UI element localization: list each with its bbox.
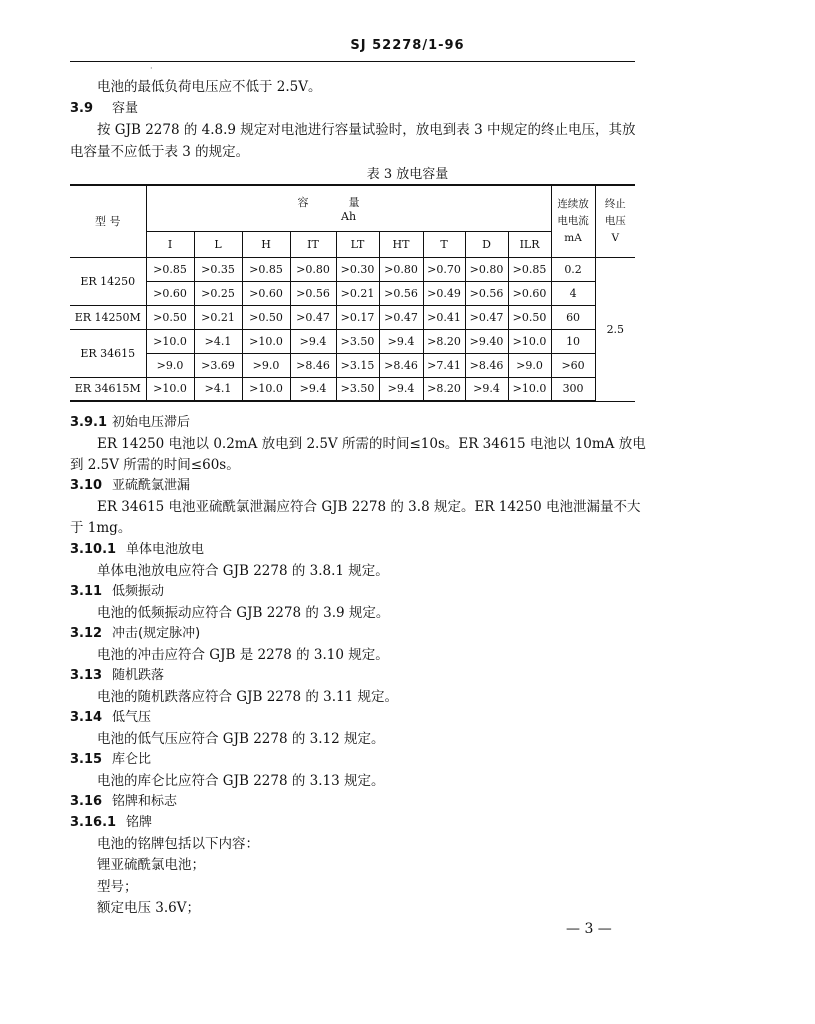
section-3-10-paragraph-line-2: 于 1mg。 <box>70 520 132 536</box>
table-cell: >9.0 <box>242 353 290 377</box>
section-title: 初始电压滞后 <box>112 415 191 430</box>
column-header-ILR: ILR <box>508 231 551 257</box>
table-cell: >0.35 <box>194 257 242 281</box>
model-header: 型 号 <box>70 185 146 257</box>
table-row <box>70 377 635 401</box>
voltage-header-line-1: 终止 <box>604 197 626 210</box>
table-cell: >9.4 <box>290 329 336 353</box>
section-3-12-heading <box>70 626 200 642</box>
table-cell: >0.47 <box>290 305 336 329</box>
table-cell: >8.46 <box>465 353 508 377</box>
page-number: — 3 — <box>566 921 612 937</box>
section-3-10-heading <box>70 478 190 494</box>
current-cell: 0.2 <box>551 257 595 281</box>
table-cell: >3.69 <box>194 353 242 377</box>
table-cell: >0.17 <box>336 305 379 329</box>
table-cell: >9.4 <box>290 377 336 401</box>
table-cell: >9.40 <box>465 329 508 353</box>
section-3-9-1-heading <box>70 415 190 431</box>
document-code-header: SJ 52278/1-96 <box>350 38 465 53</box>
table-cell: >0.50 <box>508 305 551 329</box>
section-3-10-paragraph-line-1: ER 34615 电池亚硫酰氯泄漏应符合 GJB 2278 的 3.8 规定。ER 14250 电池泄漏量不大 <box>97 499 641 515</box>
section-number: 3.11 <box>70 584 103 599</box>
current-header-line-1: 连续放 <box>557 197 589 210</box>
table-cell: >0.56 <box>379 281 423 305</box>
current-header-line-2: 电电流 <box>557 214 589 227</box>
section-title: 铭牌和标志 <box>112 794 178 809</box>
section-number: 3.12 <box>70 626 103 641</box>
section-title: 库仑比 <box>112 752 152 767</box>
table-cell: >0.41 <box>423 305 465 329</box>
model-cell: ER 14250 <box>70 257 146 305</box>
table-cell: >7.41 <box>423 353 465 377</box>
nameplate-item: 型号； <box>97 879 138 895</box>
model-cell: ER 14250M <box>70 305 146 329</box>
section-title: 单体电池放电 <box>126 542 205 557</box>
section-number: 3.9 <box>70 101 94 116</box>
nameplate-item: 额定电压 3.6V； <box>97 900 201 916</box>
table-cell: >0.60 <box>146 281 194 305</box>
table-cell: >10.0 <box>242 377 290 401</box>
capacity-header <box>146 185 551 231</box>
table-cell: >8.20 <box>423 329 465 353</box>
table-cell: >0.30 <box>336 257 379 281</box>
section-3-16-1-heading <box>70 815 152 831</box>
table-row <box>70 281 635 305</box>
section-3-9-1-paragraph-line-1: ER 14250 电池以 0.2mA 放电到 2.5V 所需的时间≤10s。ER 34615 电池以 10mA 放电 <box>97 436 646 452</box>
table-cell: >8.20 <box>423 377 465 401</box>
section-3-9-paragraph-line-2: 电容量不应低于表 3 的规定。 <box>70 144 250 160</box>
current-header <box>551 185 595 257</box>
table-row <box>70 305 635 329</box>
capacity-unit: Ah <box>341 209 357 223</box>
section-3-14-heading <box>70 710 151 726</box>
current-cell: 300 <box>551 377 595 401</box>
section-number: 3.16.1 <box>70 815 117 830</box>
table-cell: >0.80 <box>465 257 508 281</box>
section-3-16-heading <box>70 794 177 810</box>
voltage-header <box>595 185 635 257</box>
table-cell: >3.50 <box>336 377 379 401</box>
section-3-10-1-heading <box>70 542 204 558</box>
section-number: 3.10.1 <box>70 542 117 557</box>
section-3-10-1-paragraph: 单体电池放电应符合 GJB 2278 的 3.8.1 规定。 <box>97 563 389 579</box>
section-3-12-paragraph: 电池的冲击应符合 GJB 是 2278 的 3.10 规定。 <box>97 647 389 663</box>
min-load-voltage-text: 电池的最低负荷电压应不低于 2.5V。 <box>97 79 322 95</box>
column-header-I: I <box>146 231 194 257</box>
section-number: 3.14 <box>70 710 103 725</box>
table-cell: >9.0 <box>508 353 551 377</box>
table-cell: >0.85 <box>508 257 551 281</box>
section-3-9-1-paragraph-line-2: 到 2.5V 所需的时间≤60s。 <box>70 457 240 473</box>
column-header-L: L <box>194 231 242 257</box>
section-3-11-paragraph: 电池的低频振动应符合 GJB 2278 的 3.9 规定。 <box>97 605 390 621</box>
table-cell: >0.85 <box>242 257 290 281</box>
column-header-HT: HT <box>379 231 423 257</box>
section-3-15-paragraph: 电池的库仑比应符合 GJB 2278 的 3.13 规定。 <box>97 773 385 789</box>
table-cell: >3.15 <box>336 353 379 377</box>
table-row <box>70 353 635 377</box>
section-number: 3.10 <box>70 478 103 493</box>
column-header-T: T <box>423 231 465 257</box>
section-title: 容量 <box>112 101 139 116</box>
table-cell: >0.60 <box>242 281 290 305</box>
table-cell: >0.80 <box>379 257 423 281</box>
table-row <box>70 257 635 281</box>
section-3-13-heading <box>70 668 164 684</box>
table-cell: >10.0 <box>508 329 551 353</box>
current-cell: 4 <box>551 281 595 305</box>
section-number: 3.15 <box>70 752 103 767</box>
table-cell: >0.25 <box>194 281 242 305</box>
current-cell: 60 <box>551 305 595 329</box>
model-cell: ER 34615M <box>70 377 146 401</box>
table-cell: >0.47 <box>379 305 423 329</box>
section-3-9-heading <box>70 101 138 117</box>
section-title: 亚硫酰氯泄漏 <box>112 478 191 493</box>
section-title: 冲击(规定脉冲) <box>112 626 201 641</box>
table-cell: >0.80 <box>290 257 336 281</box>
section-3-11-heading <box>70 584 164 600</box>
voltage-header-line-3: V <box>611 231 620 244</box>
column-header-D: D <box>465 231 508 257</box>
table-cell: >3.50 <box>336 329 379 353</box>
table-row <box>70 329 635 353</box>
table-cell: >0.60 <box>508 281 551 305</box>
table-cell: >0.50 <box>242 305 290 329</box>
column-header-IT: IT <box>290 231 336 257</box>
section-title: 低频振动 <box>112 584 165 599</box>
section-number: 3.16 <box>70 794 103 809</box>
table-cell: >0.21 <box>194 305 242 329</box>
current-cell: 10 <box>551 329 595 353</box>
scan-speck: · <box>150 64 153 73</box>
section-3-13-paragraph: 电池的随机跌落应符合 GJB 2278 的 3.11 规定。 <box>97 689 398 705</box>
section-3-9-paragraph-line-1: 按 GJB 2278 的 4.8.9 规定对电池进行容量试验时，放电到表 3 中规定的终止电压，其放 <box>97 122 636 138</box>
table-cell: >10.0 <box>146 377 194 401</box>
table-cell: >4.1 <box>194 329 242 353</box>
table-cell: >8.46 <box>290 353 336 377</box>
table-cell: >0.47 <box>465 305 508 329</box>
table-cell: >0.56 <box>290 281 336 305</box>
table-cell: >10.0 <box>242 329 290 353</box>
table-cell: >9.4 <box>379 377 423 401</box>
section-number: 3.9.1 <box>70 415 108 430</box>
model-cell: ER 34615 <box>70 329 146 377</box>
table-caption: 表 3 放电容量 <box>366 167 449 182</box>
table-cell: >0.49 <box>423 281 465 305</box>
nameplate-intro: 电池的铭牌包括以下内容： <box>97 836 259 852</box>
discharge-capacity-table <box>70 184 635 402</box>
table-cell: >9.4 <box>465 377 508 401</box>
table-cell: >0.21 <box>336 281 379 305</box>
table-cell: >0.85 <box>146 257 194 281</box>
table-cell: >8.46 <box>379 353 423 377</box>
section-3-14-paragraph: 电池的低气压应符合 GJB 2278 的 3.12 规定。 <box>97 731 385 747</box>
header-rule <box>70 61 635 62</box>
column-header-LT: LT <box>336 231 379 257</box>
table-cell: >9.0 <box>146 353 194 377</box>
current-cell: >60 <box>551 353 595 377</box>
table-cell: >0.56 <box>465 281 508 305</box>
table-cell: >10.0 <box>508 377 551 401</box>
table-cell: >9.4 <box>379 329 423 353</box>
section-title: 铭牌 <box>126 815 153 830</box>
section-number: 3.13 <box>70 668 103 683</box>
capacity-header-title: 容量 <box>297 195 400 209</box>
voltage-header-line-2: 电压 <box>604 214 626 227</box>
table-cell: >10.0 <box>146 329 194 353</box>
table-cell: >0.70 <box>423 257 465 281</box>
current-header-line-3: mA <box>564 231 582 244</box>
section-3-15-heading <box>70 752 151 768</box>
nameplate-item: 锂亚硫酰氯电池； <box>97 857 205 873</box>
column-header-H: H <box>242 231 290 257</box>
table-cell: >0.50 <box>146 305 194 329</box>
voltage-cell: 2.5 <box>595 257 635 401</box>
section-title: 随机跌落 <box>112 668 165 683</box>
table-cell: >4.1 <box>194 377 242 401</box>
section-title: 低气压 <box>112 710 152 725</box>
